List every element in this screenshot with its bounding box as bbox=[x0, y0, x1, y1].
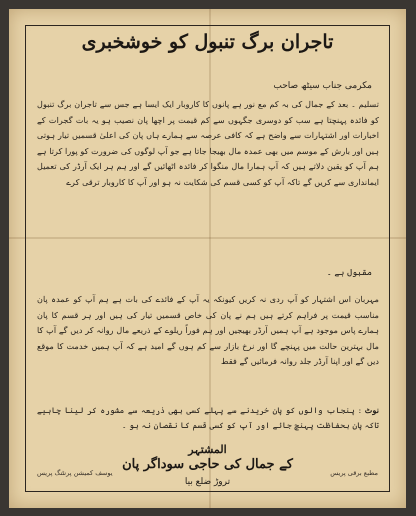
poster-title: تاجران برگ تنبول کو خوشخبری bbox=[81, 31, 334, 53]
press-credit-left: یوسف کمیشن پرنٹنگ پریس bbox=[37, 469, 113, 477]
paragraph-1: تسلیم ۔ بعد کے جمال کی بہ کم مع نور ہے پانوں کا کاروبار ایک ایسا ہے جس سے تاجران برگ تنبول کو فائدہ پہنچتا ہے سب کو دوسری جگہوں سے کم قیمت پر اچھا پان نصیب ہو یہ بات گجرات کے اخبارات اور اشتہارات سے واضح ہے کہ کافی عرصہ سے ہمارے ہاں پان کی اعلیٰ قسمیں تیار ہوتی ہیں اور بارش کے موسم میں بھی عمدہ مال بھیجا جاتا ہے جو آپ لوگوں کی ضرورت کو پورا کرتا ہے ہم آپ کو یقین دلاتے ہیں کہ آپ ہمارا مال منگوا کر فائدہ اٹھائیں گے اور ہم ہر ایک آرڈر کی تعمیل ایمانداری سے کریں گے تاکہ آپ کو کسی قسم کی شکایت نہ ہو اور آپ کا کاروبار ترقی کرے bbox=[37, 99, 379, 187]
note-block: نوٹ : پنجاب والوں کو پان خریدنے سے پہلے کسی بھی ذریعہ سے مشورہ کر لینا چاہیے تاکہ پان بحفاظت پہنچ جائے اور آپ کو کسی قسم کا نقصان نہ ہو ۔ bbox=[37, 405, 379, 430]
paragraph-2: مہربان اس اشتہار کو آپ ردی نہ کریں کیونکہ یہ آپ کے فائدے کی بات ہے ہم آپ کو عمدہ پان مناسب قیمت پر فراہم کرتے ہیں ہم نے پان کی خاص قسمیں تیار کی ہیں اور ہر قسم کا پان ہمارے پاس موجود ہے آپ ہمیں آرڈر بھیجیں اور ہم فوراً ریلوے کے ذریعے مال روانہ کر دیں گے آپ کا مال بہترین حالت میں پہنچے گا اور نرخ بازار سے کم ہوں گے امید ہے کہ آپ ہمیں خدمت کا موقع دیں گے اور اپنا آرڈر جلد روانہ فرمائیں گے فقط bbox=[37, 294, 379, 366]
paragraph-1-end: مقبول ہے ۔ bbox=[326, 268, 372, 278]
advertiser-label: المشتہر bbox=[188, 443, 227, 456]
salutation: مکرمی جناب سیٹھ صاحب bbox=[273, 81, 372, 91]
press-credit-right: مطبع برقی پریس bbox=[330, 469, 378, 477]
firm-name: کے جمال کی حاجی سوداگر پان bbox=[122, 457, 293, 472]
note-text: پنجاب والوں کو پان خریدنے سے پہلے کسی بھی ذریعہ سے مشورہ کر لینا چاہیے تاکہ پان بحفاظت پہنچ جائے اور آپ کو کسی قسم کا نقصان نہ ہو ۔ bbox=[37, 405, 379, 430]
poster-sheet bbox=[9, 9, 406, 508]
note-label: نوٹ bbox=[364, 405, 379, 415]
firm-address: تروڑ ضلع بیا bbox=[184, 477, 231, 487]
